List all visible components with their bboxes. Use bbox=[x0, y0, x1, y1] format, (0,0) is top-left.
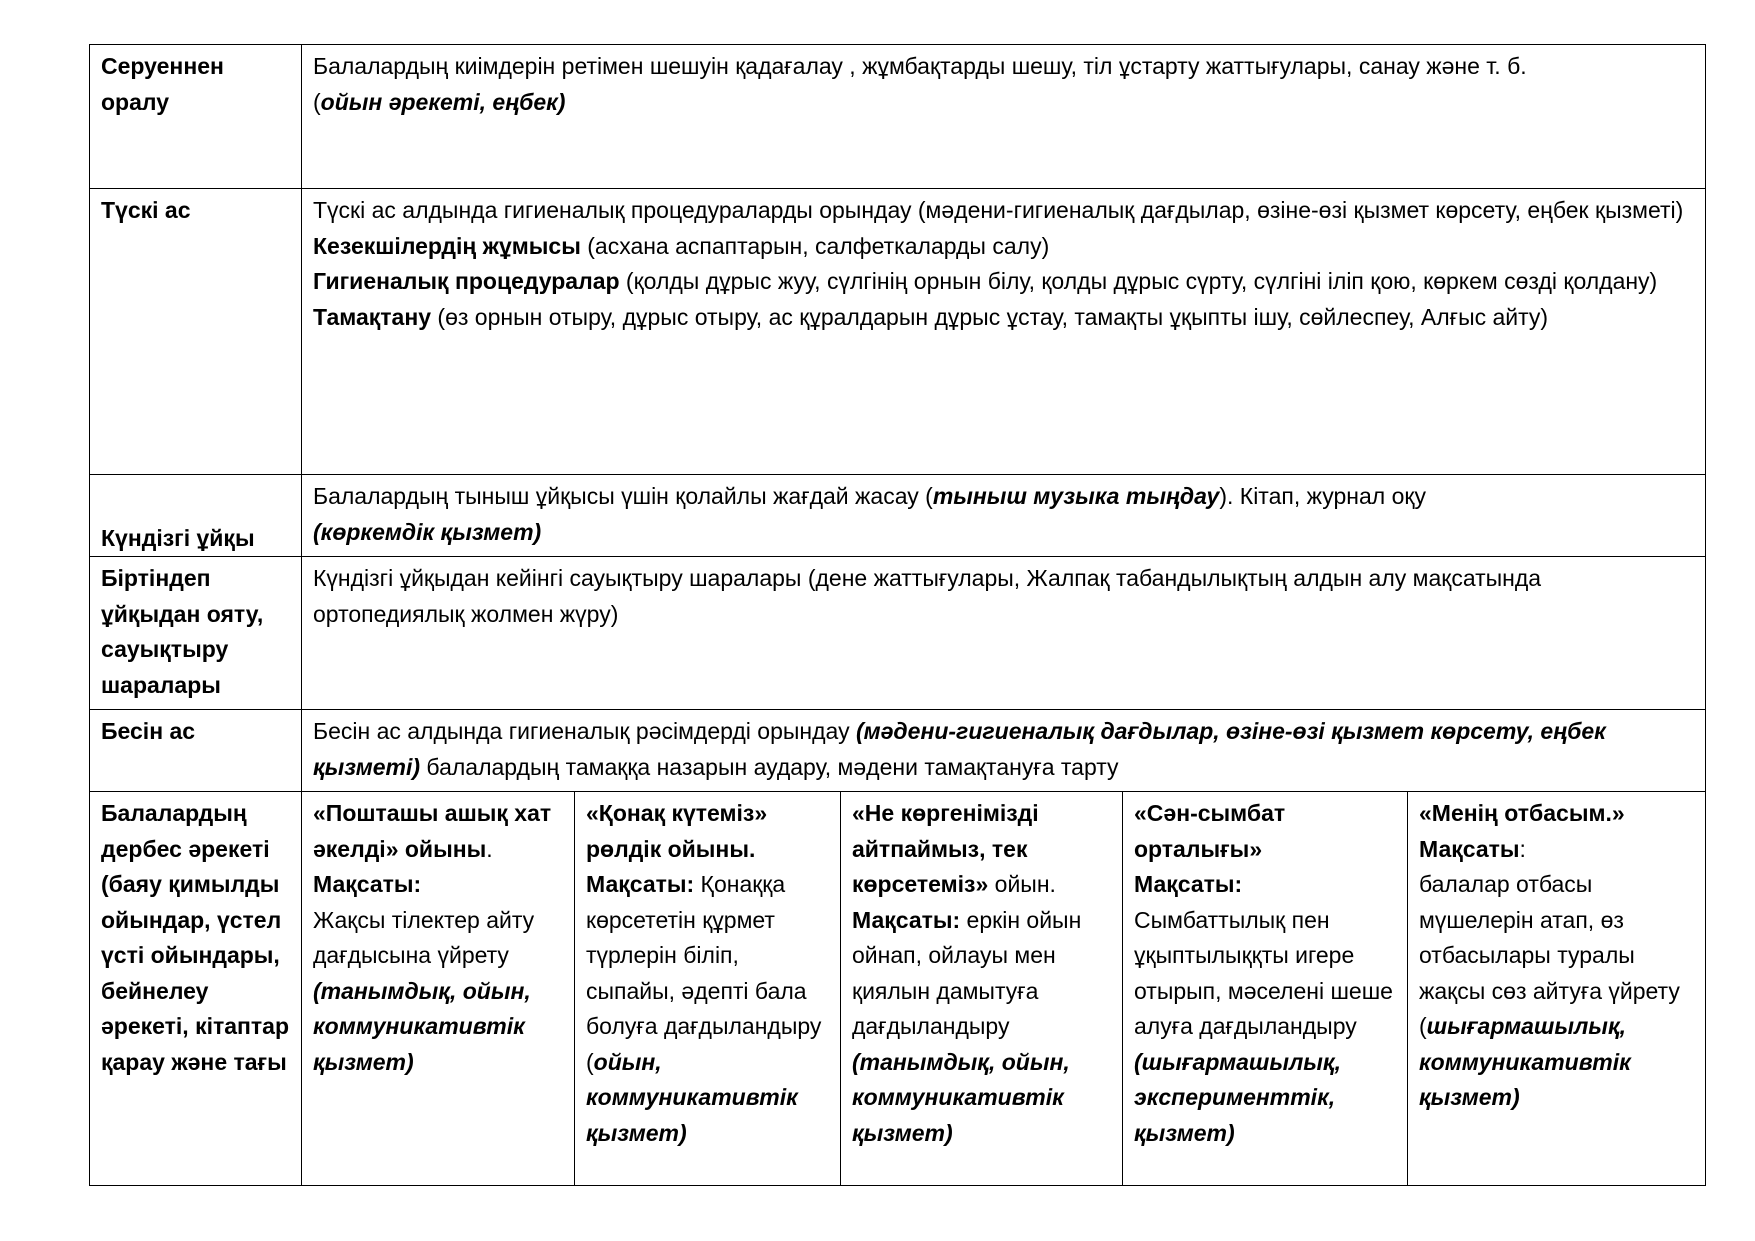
activity-cell-5 bbox=[1408, 792, 1706, 1186]
lunch-text: Түскі ас алдында гигиеналық процедураларды орындау (мәдени-гигиеналық дағдылар, өзіне-өзі қызмет көрсету, еңбек қызметі) bbox=[313, 197, 1684, 223]
activity-cell-4 bbox=[1123, 792, 1408, 1186]
activity-2-goal: Қонаққа көрсететін құрмет түрлерін біліп, сыпайы, әдепті бала болуға дағдыландыру bbox=[586, 871, 822, 1039]
lunch-duty-text: (асхана аспаптарын, салфеткаларды салу) bbox=[580, 232, 1050, 259]
daily-schedule-table bbox=[89, 44, 1706, 1186]
activity-3-type: (танымдық, ойын, коммуникативтік қызмет) bbox=[852, 1048, 1070, 1146]
return-activity: ойын әрекеті, еңбек) bbox=[320, 88, 566, 115]
nap-music: тыныш музыка тыңдау bbox=[932, 483, 1220, 509]
row-label-independent: Балалардың дербес әрекеті (баяу қимылды ойындар, үстел үсті ойындары, бейнелеу әрекеті, кітаптар қарау және тағы bbox=[90, 792, 302, 1186]
lunch-eating-text: (өз орнын отыру, дұрыс отыру, ас құралдарын дұрыс ұстау, тамақты ұқыпты ішу, сөйлеспеу, Алғыс айту) bbox=[431, 303, 1549, 330]
row-label-nap: Күндізгі ұйқы bbox=[90, 475, 302, 557]
nap-activity: (көркемдік қызмет) bbox=[313, 518, 542, 545]
activity-1-goal: Жақсы тілектер айту дағдысына үйрету bbox=[313, 906, 535, 968]
activity-3-title: «Не көргенімізді айтпаймыз, тек көрсетеміз» bbox=[852, 800, 1039, 897]
table-row-lunch bbox=[90, 189, 1706, 475]
row-content-nap bbox=[302, 475, 1706, 557]
return-text: Балалардың киімдерін ретімен шешуін қадағалау , жұмбақтарды шешу, тіл ұстарту жаттығулары, санау және т. б. bbox=[313, 53, 1527, 79]
activity-1-type: (танымдық, ойын, коммуникативтік қызмет) bbox=[313, 977, 531, 1075]
activity-3-title-tail: ойын. bbox=[988, 871, 1056, 897]
row-label-wake: Біртіндеп ұйқыдан ояту, сауықтыру шаралары bbox=[90, 557, 302, 710]
activity-1-goal-label: Мақсаты: bbox=[313, 871, 422, 897]
return-activity-open: ( bbox=[313, 88, 321, 115]
lunch-hygiene-title: Гигиеналық процедуралар bbox=[313, 268, 620, 294]
row-content-wake: Күндізгі ұйқыдан кейінгі сауықтыру шаралары (дене жаттығулары, Жалпақ табандылықтың алдын алу мақсатында ортопедиялық жолмен жүру) bbox=[302, 557, 1706, 710]
nap-text-2: ). Кітап, журнал оқу bbox=[1219, 483, 1426, 509]
activity-4-goal: Сымбаттылық пен ұқыптылыққты игере отырып, мәселені шеше алуға дағдыландыру bbox=[1134, 906, 1393, 1039]
snack-activity: (мәдени-гигиеналық дағдылар, өзіне-өзі қызмет көрсету, еңбек қызметі) bbox=[313, 718, 1606, 780]
activity-4-type: (шығармашылық, эксперименттік, қызмет) bbox=[1134, 1048, 1341, 1146]
row-content-lunch bbox=[302, 189, 1706, 475]
table-row-independent bbox=[90, 792, 1706, 1186]
activity-2-goal-label: Мақсаты: bbox=[586, 871, 695, 897]
lunch-hygiene-text: (қолды дұрыс жуу, сүлгінің орнын білу, қолды дұрыс сүрту, сүлгіні іліп қою, көркем сөзді қолдану) bbox=[619, 268, 1658, 294]
table-row-nap bbox=[90, 475, 1706, 557]
table-row-return bbox=[90, 45, 1706, 189]
row-label-lunch: Түскі ас bbox=[90, 189, 302, 475]
activity-2-type: ойын, коммуникативтік қызмет) bbox=[586, 1048, 798, 1146]
lunch-hygiene bbox=[313, 264, 1694, 300]
activity-1-title: «Пошташы ашық хат әкелді» ойыны bbox=[313, 800, 552, 862]
row-label-snack: Бесін ас bbox=[90, 710, 302, 792]
activity-5-goal-label: Мақсаты bbox=[1419, 835, 1520, 862]
activity-5-goal: балалар отбасы мүшелерін атап, өз отбасылары туралы жақсы сөз айтуға үйрету bbox=[1419, 871, 1680, 1004]
lunch-duty bbox=[313, 229, 1694, 265]
activity-3-goal: еркін ойын ойнап, ойлауы мен қиялын дамытуға дағдыландыру bbox=[852, 906, 1082, 1039]
activity-5-title: «Менің отбасым.» bbox=[1419, 800, 1625, 826]
lunch-duty-title: Кезекшілердің жұмысы bbox=[313, 232, 581, 259]
activity-cell-2 bbox=[575, 792, 841, 1186]
activity-4-title: «Сән-сымбат орталығы» bbox=[1134, 800, 1286, 862]
row-label-return: Серуеннен оралу bbox=[90, 45, 302, 189]
row-content-snack bbox=[302, 710, 1706, 792]
activity-5-type-open: ( bbox=[1419, 1013, 1427, 1039]
activity-2-title: «Қонақ күтеміз» рөлдік ойыны. bbox=[586, 800, 768, 862]
activity-cell-1 bbox=[302, 792, 575, 1186]
table-row-wake bbox=[90, 557, 1706, 710]
row-content-return bbox=[302, 45, 1706, 189]
nap-text-1: Балалардың тыныш ұйқысы үшін қолайлы жағдай жасау ( bbox=[313, 483, 933, 509]
activity-1-title-tail: . bbox=[486, 835, 493, 862]
snack-text-1: Бесін ас алдында гигиеналық рәсімдерді орындау bbox=[313, 718, 856, 744]
activity-5-goal-colon: : bbox=[1519, 835, 1526, 862]
activity-3-goal-label: Мақсаты: bbox=[852, 906, 961, 933]
activity-4-goal-label: Мақсаты: bbox=[1134, 871, 1243, 897]
table-row-snack bbox=[90, 710, 1706, 792]
snack-text-2: балалардың тамаққа назарын аудару, мәдени тамақтануға тарту bbox=[420, 753, 1119, 780]
lunch-eating-title: Тамақтану bbox=[313, 303, 432, 330]
activity-2-type-open: ( bbox=[586, 1048, 594, 1075]
activity-5-type: шығармашылық, коммуникативтік қызмет) bbox=[1419, 1013, 1631, 1110]
activity-cell-3 bbox=[841, 792, 1123, 1186]
lunch-eating bbox=[313, 300, 1694, 336]
